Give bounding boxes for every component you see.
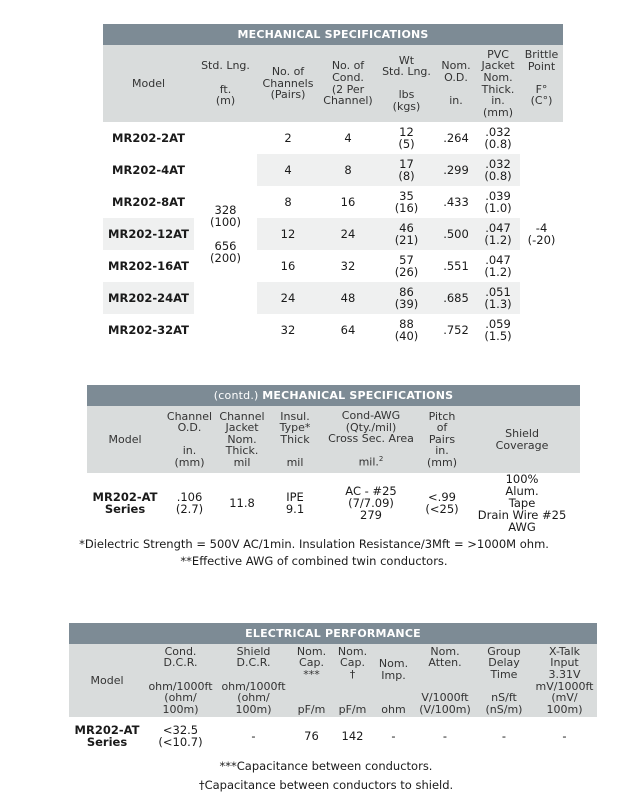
hdr-channels: No. of Channels (Pairs) [257, 45, 319, 122]
hdr-pvc: PVC Jacket Nom. Thick. in. (mm) [476, 45, 520, 122]
capacitance-shield-note: †Capacitance between conductors to shield. [198, 778, 454, 792]
contd-mechanical-specs-table [87, 385, 580, 533]
awg-note: **Effective AWG of combined twin conductors. [180, 554, 448, 568]
hdr-dcr: Cond. D.C.R. ohm/1000ft (ohm/ 100m) [145, 644, 216, 717]
mech2-title: (contd.) MECHANICAL SPECIFICATIONS [87, 385, 580, 406]
table-row: MR202-24AT 24 48 86 (39) .685 .051 (1.3) [103, 282, 563, 314]
hdr-wt: Wt Std. Lng. lbs (kgs) [377, 45, 436, 122]
table-row: MR202-2AT 328 (100) 656 (200) 2 4 12 (5) .264 .032 (0.8) -4 (-20) [103, 122, 563, 154]
table-row: MR202-AT Series .106 (2.7) 11.8 IPE 9.1 AC - #25 (7/7.09) 279 <.99 (<25) 100% Alum. Tape Drain Wire #25 AWG [92, 473, 567, 534]
hdr-od: Nom. O.D. in. [436, 45, 476, 122]
table-row: MR202-4AT 4 8 17 (8) .299 .032 (0.8) [103, 154, 563, 186]
hdr-ch-jacket: Channel Jacket Nom. Thick. mil [216, 406, 268, 473]
mechanical-specs-table [103, 24, 563, 346]
table-row: MR202-12AT 12 24 46 (21) .500 .047 (1.2) [103, 218, 563, 250]
hdr-xtalk: X-Talk Input 3.31V mV/1000ft (mV/ 100m) [532, 644, 597, 717]
table-row: MR202-8AT 8 16 35 (16) .433 .039 (1.0) [112, 188, 512, 215]
dielectric-note: *Dielectric Strength = 500V AC/1min. Insulation Resistance/3Mft = >1000M ohm. [79, 537, 549, 551]
hdr-shield-dcr: Shield D.C.R. ohm/1000ft (ohm/ 100m) [216, 644, 291, 717]
hdr-cap: Nom. Cap. *** pF/m [291, 644, 332, 717]
hdr-imp: Nom. Imp. ohm [373, 644, 414, 717]
hdr-model: Model [87, 406, 163, 473]
electrical-performance-table [69, 623, 597, 755]
brittle-values: -4 (-20) [527, 220, 556, 247]
mech-title: MECHANICAL SPECIFICATIONS [103, 24, 563, 45]
elec-title: ELECTRICAL PERFORMANCE [69, 623, 597, 644]
capacitance-note: ***Capacitance between conductors. [219, 759, 433, 773]
std-lng-values: 328 (100) 656 (200) [210, 202, 241, 266]
hdr-pitch: Pitch of Pairs in. (mm) [420, 406, 464, 473]
hdr-insul: Insul. Type* Thick mil [268, 406, 322, 473]
hdr-atten: Nom. Atten. V/1000ft (V/100m) [414, 644, 476, 717]
hdr-std-lng: Std. Lng. ft. (m) [194, 45, 257, 122]
hdr-awg: Cond-AWG (Qty./mil) Cross Sec. Area mil.$^2$ [322, 406, 420, 473]
hdr-model: Model [69, 644, 145, 717]
table-row: MR202-AT Series <32.5 (<10.7) - 76 142 - - - - [74, 722, 567, 749]
hdr-shield: Shield Coverage [464, 406, 580, 473]
hdr-ch-od: Channel O.D. in. (mm) [163, 406, 216, 473]
hdr-brittle: Brittle Point F° (C°) [520, 45, 563, 122]
table-row: MR202-32AT 32 64 88 (40) .752 .059 (1.5) [108, 316, 512, 343]
hdr-cap2: Nom. Cap. † pF/m [332, 644, 373, 717]
table-row: MR202-16AT 16 32 57 (26) .551 .047 (1.2) [108, 252, 512, 279]
hdr-model: Model [103, 45, 194, 122]
hdr-delay: Group Delay Time nS/ft (nS/m) [476, 644, 532, 717]
hdr-cond: No. of Cond. (2 Per Channel) [319, 45, 377, 122]
